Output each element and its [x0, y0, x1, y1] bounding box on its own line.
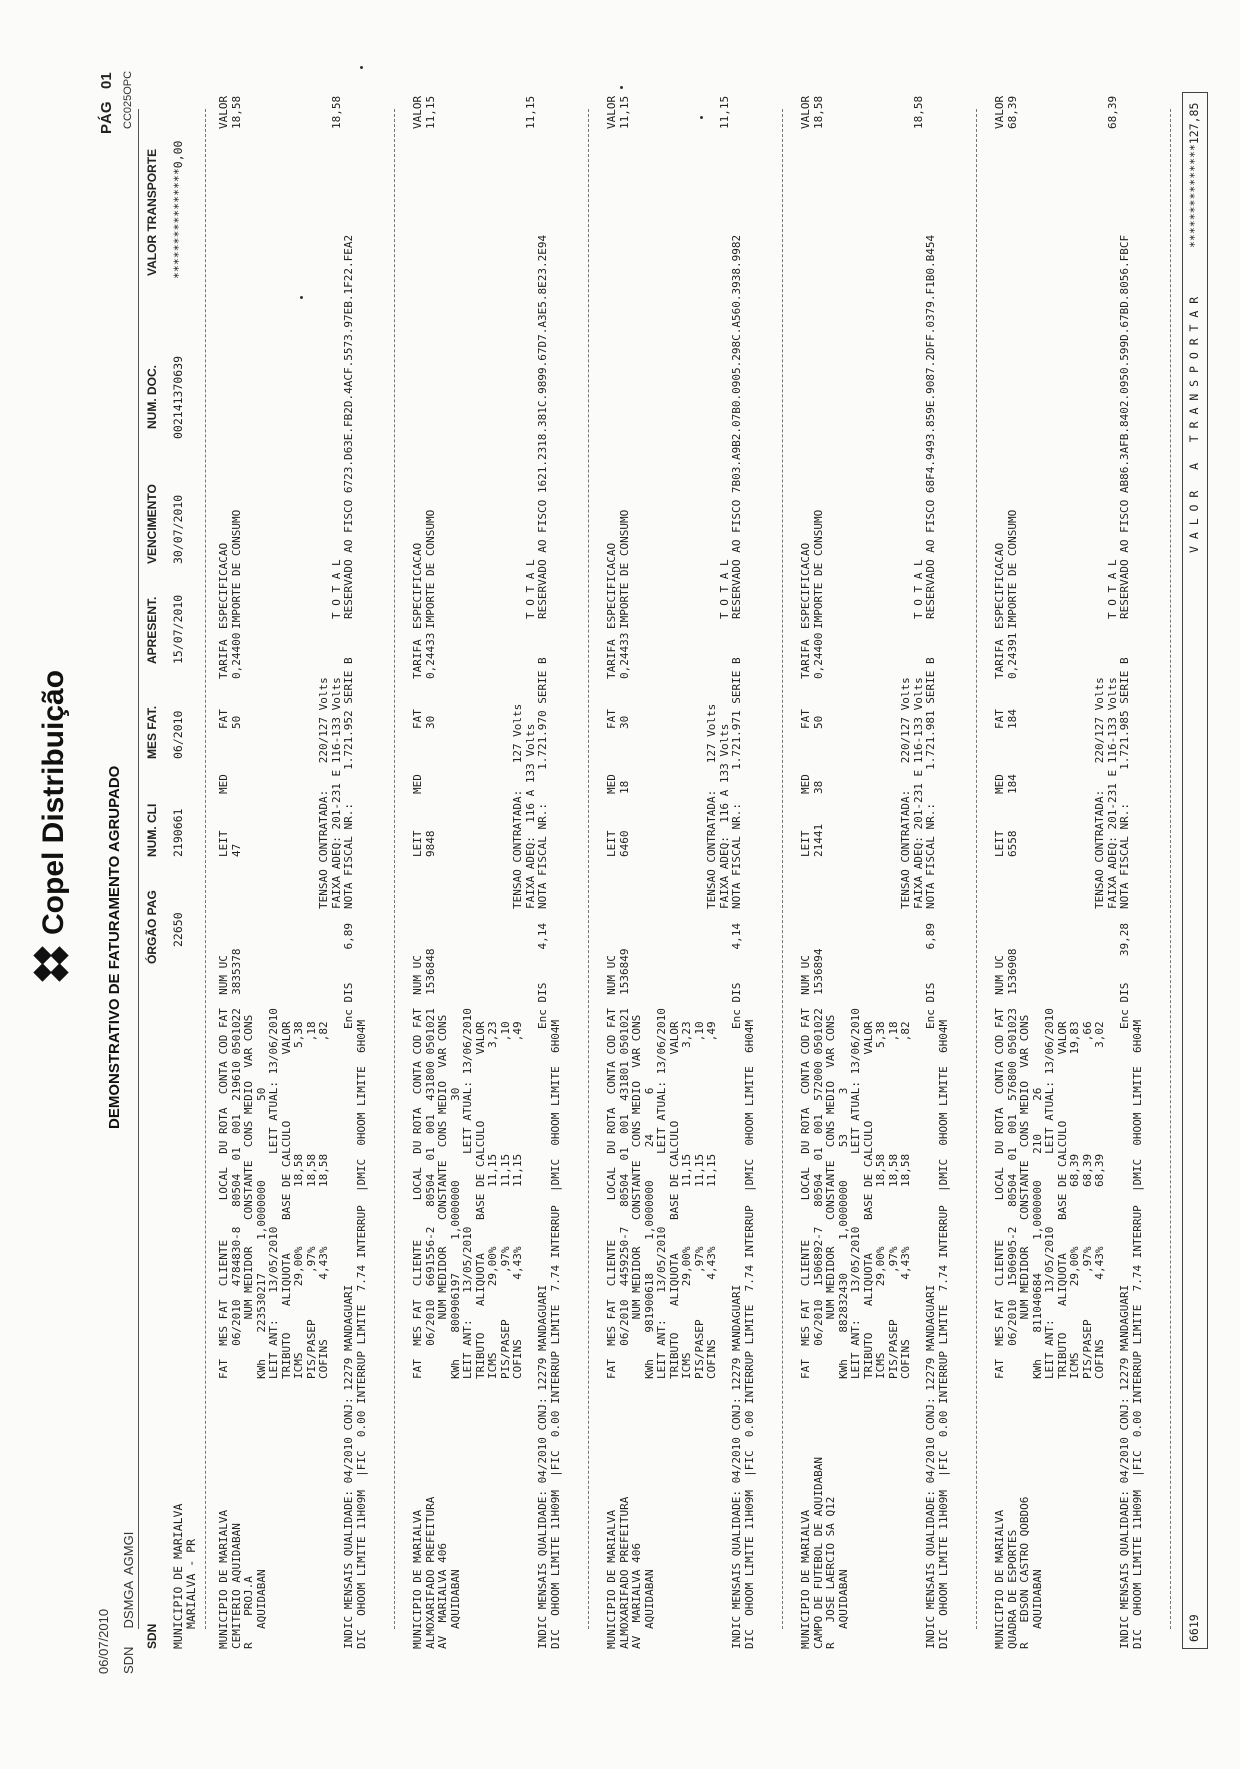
- record-l1: FAT MES FAT CLIENTE LOCAL DU ROTA CONTA COD FAT NUM UC: [993, 955, 1006, 1379]
- footer-label: V A L O R A T R A N S P O R T A R: [1187, 296, 1201, 553]
- record-fat-label: FAT: [993, 709, 1006, 729]
- record-med-val: 184: [1005, 774, 1019, 794]
- record-tarifa-val: 0,24400: [229, 632, 243, 679]
- record-addr3: AV MARIALVA 406: [630, 1543, 643, 1649]
- record-divider: [1170, 109, 1171, 1629]
- record-l4: KWh 981900618 1,0000000 24 6: [642, 1087, 656, 1379]
- record-fat-val: 30: [423, 715, 437, 729]
- record-tarifa-label: TARIFA: [993, 639, 1006, 679]
- record-valor-label: VALOR: [799, 95, 812, 129]
- record-tensao: TENSAO CONTRATADA: 220/127 Volts: [899, 677, 912, 909]
- record-valor-val: 11,15: [617, 95, 631, 129]
- record-l6: TRIBUTO ALIQUOTA BASE DE CALCULO VALOR: [473, 1021, 487, 1379]
- record-valor-val: 18,58: [229, 95, 243, 129]
- record-l6: TRIBUTO ALIQUOTA BASE DE CALCULO VALOR: [279, 1021, 293, 1379]
- record-valor-label: VALOR: [217, 95, 230, 129]
- record-addr1: MUNICIPIO DE MARIALVA: [217, 1509, 230, 1649]
- record-fat-val: 30: [617, 715, 631, 729]
- record-indic2: DIC OHOOM LIMITE 11H09M |FIC 0.00 INTERRUP LIMITE 7.74 INTERRUP |DMIC 0HOOM LIMITE 6H04M: [936, 1019, 950, 1649]
- payer-city: MARIALVA - PR: [184, 1538, 198, 1629]
- record-tarifa-label: TARIFA: [799, 639, 812, 679]
- billing-record: [606, 0, 786, 1769]
- record-l7: ICMS 29,00% 68,39 19,83: [1068, 1021, 1081, 1379]
- record-total-label: T O T A L: [911, 559, 925, 619]
- record-leit-label: LEIT: [411, 830, 424, 857]
- record-addr2: CAMPO DE FUTEBOL DE AQUIDABAN: [811, 1456, 825, 1649]
- col-orgao-pag: ÓRGÃO PAG: [145, 890, 159, 964]
- record-leit-label: LEIT: [217, 830, 230, 857]
- record-addr3: R JOSE LAERCIO SA Q12: [824, 1496, 837, 1649]
- record-addr4: AQUIDABAN: [642, 1569, 656, 1629]
- record-valor-label: VALOR: [605, 95, 618, 129]
- record-leit-label: LEIT: [605, 830, 618, 857]
- page-number: 01: [98, 72, 115, 89]
- record-esp2: IMPORTE DE CONSUMO: [617, 509, 631, 629]
- record-tarifa-val: 0,24433: [423, 632, 437, 679]
- record-nota: NOTA FISCAL NR.: 1.721.970 SERIE B: [536, 657, 549, 909]
- record-l1: FAT MES FAT CLIENTE LOCAL DU ROTA CONTA COD FAT NUM UC: [605, 955, 618, 1379]
- record-fat-label: FAT: [605, 709, 618, 729]
- record-esp1: ESPECIFICACAO: [217, 542, 230, 629]
- record-l9: COFINS 4,43% 18,58 ,82: [317, 1021, 330, 1379]
- record-leit-label: LEIT: [993, 830, 1006, 857]
- record-addr1: MUNICIPIO DE MARIALVA: [799, 1509, 812, 1649]
- billing-record: [412, 0, 592, 1769]
- record-faixa: FAIXA ADEQ: 201-231 E 116-133 Volts: [329, 677, 343, 909]
- record-total-val: 11,15: [523, 95, 537, 129]
- record-fat-label: FAT: [411, 709, 424, 729]
- summary-vencimento: 30/07/2010: [171, 494, 185, 564]
- record-indic2: DIC OHOOM LIMITE 11H09M |FIC 0.00 INTERRUP LIMITE 7.74 INTERRUP |DMIC 0HOOM LIMITE 6H04M: [742, 1019, 756, 1649]
- record-valor-label: VALOR: [411, 95, 424, 129]
- record-esp1: ESPECIFICACAO: [411, 542, 424, 629]
- record-divider: [394, 109, 395, 1629]
- record-l5: LEIT ANT: 13/05/2010 LEIT ATUAL: 13/06/2010: [1043, 1008, 1056, 1379]
- record-esp1: ESPECIFICACAO: [799, 542, 812, 629]
- record-l9: COFINS 4,43% 68,39 3,02: [1093, 1021, 1106, 1379]
- record-indic2: DIC OHOOM LIMITE 11H09M |FIC 0.00 INTERRUP LIMITE 7.74 INTERRUP |DMIC 0HOOM LIMITE 6H04M: [1130, 1019, 1144, 1649]
- billing-record: [800, 0, 980, 1769]
- col-vencimento: VENCIMENTO: [145, 484, 159, 564]
- billing-record: [994, 0, 1174, 1769]
- record-tensao: TENSAO CONTRATADA: 127 Volts: [511, 703, 524, 909]
- record-l5: LEIT ANT: 13/05/2010 LEIT ATUAL: 13/06/2010: [267, 1008, 280, 1379]
- record-indic1: INDIC MENSAIS QUALIDADE: 04/2010 CONJ: 12279 MANDAGUARI: [342, 1284, 355, 1649]
- record-tensao: TENSAO CONTRATADA: 127 Volts: [705, 703, 718, 909]
- summary-apresent: 15/07/2010: [171, 594, 185, 664]
- record-nota: NOTA FISCAL NR.: 1.721.971 SERIE B: [730, 657, 743, 909]
- record-tarifa-label: TARIFA: [411, 639, 424, 679]
- record-l9: COFINS 4,43% 18,58 ,82: [899, 1021, 912, 1379]
- record-addr1: MUNICIPIO DE MARIALVA: [993, 1509, 1006, 1649]
- page-label: PÁG: [98, 101, 115, 134]
- record-l3: NUM MEDIDOR CONSTANTE CONS MEDIO VAR CONS: [630, 1014, 643, 1379]
- billing-record: [218, 0, 398, 1769]
- record-l8: PIS/PASEP ,97% 18,58 ,18: [886, 1021, 900, 1379]
- summary-num-doc: 002141370639: [171, 355, 185, 439]
- record-addr2: QUADRA DE ESPORTES: [1005, 1529, 1019, 1649]
- record-l3: NUM MEDIDOR CONSTANTE CONS MEDIO VAR CONS: [436, 1014, 449, 1379]
- record-l7: ICMS 29,00% 11,15 3,23: [486, 1021, 499, 1379]
- record-leit-val: 6558: [1005, 830, 1019, 857]
- summary-orgao-pag: 22650: [171, 912, 185, 947]
- record-l2: 06/2010 4784830-8 80504 01 001 219610 0501022 3835378: [229, 948, 243, 1379]
- record-l6: TRIBUTO ALIQUOTA BASE DE CALCULO VALOR: [1055, 1021, 1069, 1379]
- record-l9: COFINS 4,43% 11,15 ,49: [705, 1021, 718, 1379]
- summary-rule: [205, 109, 206, 1629]
- record-fat-val: 50: [811, 715, 825, 729]
- copel-logo-icon: [36, 945, 70, 979]
- record-med-label: MED: [993, 774, 1006, 794]
- record-total-val: 11,15: [717, 95, 731, 129]
- record-total-val: 18,58: [911, 95, 925, 129]
- record-total-label: T O T A L: [1105, 559, 1119, 619]
- record-tarifa-val: 0,24391: [1005, 632, 1019, 679]
- record-l8: PIS/PASEP ,97% 11,15 ,10: [692, 1021, 706, 1379]
- record-l3: NUM MEDIDOR CONSTANTE CONS MEDIO VAR CONS: [1018, 1014, 1031, 1379]
- record-nota: NOTA FISCAL NR.: 1.721.985 SERIE B: [1118, 657, 1131, 909]
- record-tarifa-label: TARIFA: [605, 639, 618, 679]
- col-valor-transporte: VALOR TRANSPORTE: [145, 148, 159, 276]
- record-fat-label: FAT: [217, 709, 230, 729]
- record-leit-val: 21441: [811, 823, 825, 857]
- record-indic2: DIC OHOOM LIMITE 11H09M |FIC 0.00 INTERRUP LIMITE 7.74 INTERRUP |DMIC 0HOOM LIMITE 6H04M: [354, 1019, 368, 1649]
- record-indic1: INDIC MENSAIS QUALIDADE: 04/2010 CONJ: 12279 MANDAGUARI: [1118, 1284, 1131, 1649]
- record-l2: 06/2010 6691556-2 80504 01 001 431800 0501021 1536848: [423, 948, 437, 1379]
- record-valor-val: 18,58: [811, 95, 825, 129]
- record-addr2: CEMITERIO AQUIDABAN: [229, 1523, 243, 1649]
- record-fat-val: 50: [229, 715, 243, 729]
- col-mes-fat: MES FAT.: [145, 705, 159, 759]
- record-esp2: IMPORTE DE CONSUMO: [229, 509, 243, 629]
- record-reservado: RESERVADO AO FISCO 6723.D63E.FB2D.4ACF.5573.97EB.1F22.FEA2: [342, 234, 355, 619]
- record-indic1: INDIC MENSAIS QUALIDADE: 04/2010 CONJ: 12279 MANDAGUARI: [536, 1284, 549, 1649]
- record-faixa: FAIXA ADEQ: 116 A 133 Volts: [717, 723, 731, 909]
- footer-value: ***************127,85: [1187, 102, 1201, 248]
- record-l9: COFINS 4,43% 11,15 ,49: [511, 1021, 524, 1379]
- record-faixa: FAIXA ADEQ: 201-231 E 116-133 Volts: [911, 677, 925, 909]
- record-fat-val: 184: [1005, 709, 1019, 729]
- record-l1: FAT MES FAT CLIENTE LOCAL DU ROTA CONTA COD FAT NUM UC: [411, 955, 424, 1379]
- summary-valor-transporte: ****************0,00: [171, 140, 185, 279]
- record-total-label: T O T A L: [523, 559, 537, 619]
- payer-name: MUNICIPIO DE MARIALVA: [171, 1503, 185, 1649]
- record-l3: NUM MEDIDOR CONSTANTE CONS MEDIO VAR CONS: [242, 1014, 255, 1379]
- record-l7: ICMS 29,00% 18,58 5,38: [292, 1021, 305, 1379]
- record-l5: LEIT ANT: 13/05/2010 LEIT ATUAL: 13/06/2010: [655, 1008, 668, 1379]
- record-l4: KWh 223530217 1,0000000 50: [254, 1087, 268, 1379]
- record-addr2: ALMOXARIFADO PREFEITURA: [423, 1496, 437, 1649]
- record-divider: [976, 109, 977, 1629]
- company-logo: [36, 670, 70, 979]
- record-leit-val: 9848: [423, 830, 437, 857]
- col-sdn: SDN: [145, 1623, 159, 1649]
- record-leit-val: 47: [229, 843, 243, 857]
- record-valor-label: VALOR: [993, 95, 1006, 129]
- print-date: 06/07/2010: [96, 1608, 111, 1674]
- record-esp2: IMPORTE DE CONSUMO: [1005, 509, 1019, 629]
- record-leit-label: LEIT: [799, 830, 812, 857]
- record-fat-label: FAT: [799, 709, 812, 729]
- record-enc: Enc DIS 6,89: [924, 923, 937, 1029]
- record-l8: PIS/PASEP ,97% 18,58 ,18: [304, 1021, 318, 1379]
- record-l2: 06/2010 1506905-2 80504 01 001 576800 0501023 1536908: [1005, 948, 1019, 1379]
- record-l1: FAT MES FAT CLIENTE LOCAL DU ROTA CONTA COD FAT NUM UC: [217, 955, 230, 1379]
- record-addr3: R PROJ.A: [242, 1576, 255, 1649]
- header-rule: [138, 109, 139, 1629]
- footer-code: 6619: [1187, 1614, 1201, 1642]
- record-l5: LEIT ANT: 13/05/2010 LEIT ATUAL: 13/06/2010: [849, 1008, 862, 1379]
- record-indic2: DIC OHOOM LIMITE 11H09M |FIC 0.00 INTERRUP LIMITE 7.74 INTERRUP |DMIC 0HOOM LIMITE 6H04M: [548, 1019, 562, 1649]
- record-l1: FAT MES FAT CLIENTE LOCAL DU ROTA CONTA COD FAT NUM UC: [799, 955, 812, 1379]
- col-num-cli: NUM. CLI: [145, 803, 159, 857]
- sdn-codes: SDN DSMGA AGMGI: [121, 1531, 136, 1674]
- record-addr2: ALMOXARIFADO PREFEITURA: [617, 1496, 631, 1649]
- record-tarifa-label: TARIFA: [217, 639, 230, 679]
- record-reservado: RESERVADO AO FISCO 7B03.A9B2.07B0.0905.298C.A560.3938.9982: [730, 234, 743, 619]
- record-l2: 06/2010 1506892-7 80504 01 001 572000 0501022 1536894: [811, 948, 825, 1379]
- record-addr3: R EDSON CASTRO QOBDO6: [1018, 1496, 1031, 1649]
- record-addr4: AQUIDABAN: [836, 1569, 850, 1629]
- record-faixa: FAIXA ADEQ: 116 A 133 Volts: [523, 723, 537, 909]
- record-l8: PIS/PASEP ,97% 68,39 ,66: [1080, 1021, 1094, 1379]
- record-leit-val: 6460: [617, 830, 631, 857]
- record-addr3: AV MARIALVA 406: [436, 1543, 449, 1649]
- record-l5: LEIT ANT: 13/05/2010 LEIT ATUAL: 13/06/2010: [461, 1008, 474, 1379]
- form-code: CC025OPC: [122, 70, 134, 129]
- company-name: Copel Distribuição: [36, 669, 70, 935]
- record-total-val: 18,58: [329, 95, 343, 129]
- record-l3: NUM MEDIDOR CONSTANTE CONS MEDIO VAR CONS: [824, 1014, 837, 1379]
- record-enc: Enc DIS 39,28: [1118, 923, 1131, 1029]
- col-num-doc: NUM. DOC.: [145, 365, 159, 429]
- record-enc: Enc DIS 4,14: [536, 923, 549, 1029]
- record-reservado: RESERVADO AO FISCO AB86.3AFB.8402.0950.599D.67BD.8056.FBCF: [1118, 234, 1131, 619]
- record-total-label: T O T A L: [717, 559, 731, 619]
- record-l4: KWh 811040684 1,0000000 210 26: [1030, 1087, 1044, 1379]
- record-l7: ICMS 29,00% 11,15 3,23: [680, 1021, 693, 1379]
- record-med-label: MED: [411, 774, 424, 794]
- record-enc: Enc DIS 6,89: [342, 923, 355, 1029]
- record-divider: [588, 109, 589, 1629]
- record-med-val: 38: [811, 780, 825, 794]
- record-valor-val: 68,39: [1005, 95, 1019, 129]
- record-tarifa-val: 0,24400: [811, 632, 825, 679]
- record-valor-val: 11,15: [423, 95, 437, 129]
- record-med-label: MED: [799, 774, 812, 794]
- record-addr1: MUNICIPIO DE MARIALVA: [605, 1509, 618, 1649]
- record-l2: 06/2010 4459250-7 80504 01 001 431801 0501021 1536849: [617, 948, 631, 1379]
- record-faixa: FAIXA ADEQ: 201-231 E 116-133 Volts: [1105, 677, 1119, 909]
- record-indic1: INDIC MENSAIS QUALIDADE: 04/2010 CONJ: 12279 MANDAGUARI: [730, 1284, 743, 1649]
- record-l7: ICMS 29,00% 18,58 5,38: [874, 1021, 887, 1379]
- summary-mes-fat: 06/2010: [171, 710, 185, 759]
- record-esp2: IMPORTE DE CONSUMO: [811, 509, 825, 629]
- record-l6: TRIBUTO ALIQUOTA BASE DE CALCULO VALOR: [667, 1021, 681, 1379]
- record-l6: TRIBUTO ALIQUOTA BASE DE CALCULO VALOR: [861, 1021, 875, 1379]
- record-divider: [782, 109, 783, 1629]
- record-esp2: IMPORTE DE CONSUMO: [423, 509, 437, 629]
- record-tarifa-val: 0,24433: [617, 632, 631, 679]
- record-med-val: 18: [617, 780, 631, 794]
- record-tensao: TENSAO CONTRATADA: 220/127 Volts: [317, 677, 330, 909]
- record-l4: KWh 800906197 1,0000000 30: [448, 1087, 462, 1379]
- record-esp1: ESPECIFICACAO: [993, 542, 1006, 629]
- record-indic1: INDIC MENSAIS QUALIDADE: 04/2010 CONJ: 12279 MANDAGUARI: [924, 1284, 937, 1649]
- record-tensao: TENSAO CONTRATADA: 220/127 Volts: [1093, 677, 1106, 909]
- record-nota: NOTA FISCAL NR.: 1.721.952 SERIE B: [342, 657, 355, 909]
- record-nota: NOTA FISCAL NR.: 1.721.981 SERIE B: [924, 657, 937, 909]
- record-addr4: AQUIDABAN: [1030, 1569, 1044, 1629]
- record-enc: Enc DIS 4,14: [730, 923, 743, 1029]
- record-total-val: 68,39: [1105, 95, 1119, 129]
- record-addr4: AQUIDABAN: [254, 1569, 268, 1629]
- summary-num-cli: 2190661: [171, 808, 185, 857]
- record-addr1: MUNICIPIO DE MARIALVA: [411, 1509, 424, 1649]
- record-esp1: ESPECIFICACAO: [605, 542, 618, 629]
- record-l8: PIS/PASEP ,97% 11,15 ,10: [498, 1021, 512, 1379]
- document-title: DEMONSTRATIVO DE FATURAMENTO AGRUPADO: [106, 765, 123, 1129]
- record-med-label: MED: [217, 774, 230, 794]
- record-reservado: RESERVADO AO FISCO 1621.2318.381C.9899.67D7.A3E5.8E23.2E94: [536, 234, 549, 619]
- col-apresent: APRESENT.: [145, 596, 159, 664]
- footer-total-box: [1182, 92, 1208, 1649]
- record-reservado: RESERVADO AO FISCO 68F4.9493.859E.9087.2DFF.0379.F1B0.B454: [924, 234, 937, 619]
- record-total-label: T O T A L: [329, 559, 343, 619]
- record-addr4: AQUIDABAN: [448, 1569, 462, 1629]
- record-med-label: MED: [605, 774, 618, 794]
- record-l4: KWh 882832430 1,0000000 53 3: [836, 1087, 850, 1379]
